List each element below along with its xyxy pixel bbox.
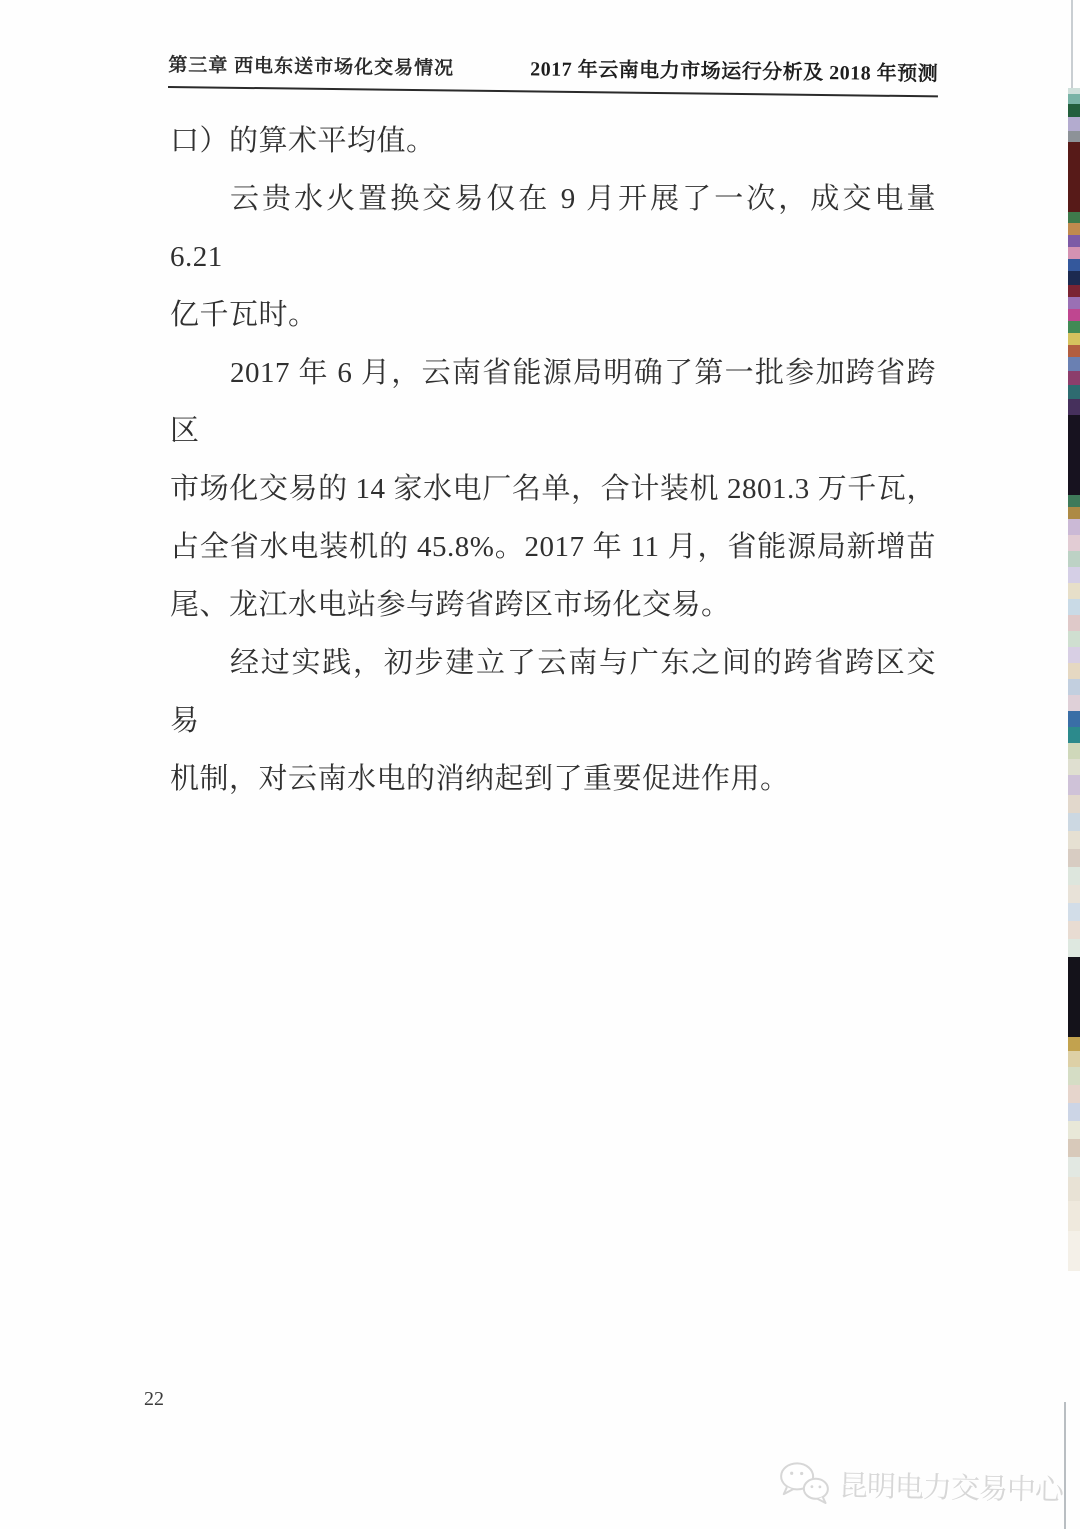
- noise-band: [1068, 1177, 1080, 1201]
- scan-edge-line-top: [1071, 0, 1073, 92]
- scan-edge-line-bottom: [1064, 1402, 1066, 1529]
- noise-band: [1068, 415, 1080, 495]
- noise-band: [1068, 599, 1080, 615]
- noise-band: [1068, 117, 1080, 131]
- noise-band: [1068, 1231, 1080, 1271]
- noise-band: [1068, 519, 1080, 535]
- noise-band: [1068, 727, 1080, 743]
- noise-band: [1068, 142, 1080, 212]
- noise-band: [1068, 795, 1080, 813]
- noise-band: [1068, 1051, 1080, 1067]
- noise-band: [1068, 345, 1080, 357]
- noise-band: [1068, 212, 1080, 223]
- noise-band: [1068, 399, 1080, 415]
- noise-band: [1068, 104, 1080, 117]
- noise-band: [1068, 551, 1080, 567]
- noise-band: [1068, 271, 1080, 285]
- noise-band: [1068, 131, 1080, 142]
- noise-band: [1068, 333, 1080, 345]
- noise-band: [1068, 647, 1080, 663]
- noise-band: [1068, 567, 1080, 583]
- text-line: 云贵水火置换交易仅在 9 月开展了一次，成交电量 6.21: [170, 183, 936, 273]
- paragraph: [170, 344, 936, 634]
- noise-band: [1068, 1067, 1080, 1085]
- noise-band: [1068, 285, 1080, 297]
- noise-band: [1068, 631, 1080, 647]
- noise-band: [1068, 957, 1080, 1037]
- noise-band: [1068, 939, 1080, 957]
- noise-band: [1068, 1157, 1080, 1177]
- noise-band: [1068, 679, 1080, 695]
- noise-band: [1068, 495, 1080, 507]
- noise-band: [1068, 1201, 1080, 1231]
- noise-band: [1068, 223, 1080, 235]
- noise-band: [1068, 371, 1080, 385]
- text-line: 市场化交易的 14 家水电厂名单，合计装机 2801.3 万千瓦，: [170, 473, 936, 505]
- noise-band: [1068, 247, 1080, 259]
- noise-band: [1068, 903, 1080, 921]
- paragraph: [170, 634, 936, 808]
- paragraph: [170, 170, 936, 344]
- page-number: 22: [144, 1388, 164, 1410]
- noise-band: [1068, 535, 1080, 551]
- noise-band: [1068, 309, 1080, 321]
- noise-band: [1068, 297, 1080, 309]
- body-text: [170, 112, 936, 808]
- noise-band: [1068, 759, 1080, 775]
- noise-band: [1068, 321, 1080, 333]
- noise-band: [1068, 743, 1080, 759]
- text-line: 口）的算术平均值。: [170, 125, 436, 157]
- noise-band: [1068, 1037, 1080, 1051]
- wechat-icon: [777, 1458, 830, 1507]
- noise-band: [1068, 711, 1080, 727]
- noise-band: [1068, 695, 1080, 711]
- noise-band: [1068, 235, 1080, 247]
- page-header: [168, 48, 938, 97]
- noise-band: [1068, 831, 1080, 849]
- scan-noise-strip: [1068, 88, 1080, 1271]
- noise-band: [1068, 1103, 1080, 1121]
- noise-band: [1068, 867, 1080, 885]
- noise-band: [1068, 1121, 1080, 1139]
- noise-band: [1068, 813, 1080, 831]
- watermark-text: 昆明电力交易中心: [838, 1469, 1064, 1507]
- noise-band: [1068, 583, 1080, 599]
- noise-band: [1068, 94, 1080, 104]
- paragraph: [170, 112, 936, 170]
- noise-band: [1068, 885, 1080, 903]
- text-line: 2017 年 6 月，云南省能源局明确了第一批参加跨省跨区: [170, 357, 936, 447]
- noise-band: [1068, 615, 1080, 631]
- noise-band: [1068, 1085, 1080, 1103]
- noise-band: [1068, 663, 1080, 679]
- noise-band: [1068, 921, 1080, 939]
- noise-band: [1068, 357, 1080, 371]
- text-line: 尾、龙江水电站参与跨省跨区市场化交易。: [170, 589, 731, 621]
- noise-band: [1068, 385, 1080, 399]
- text-line: 亿千瓦时。: [170, 299, 318, 331]
- noise-band: [1068, 259, 1080, 271]
- text-line: 占全省水电装机的 45.8%。2017 年 11 月，省能源局新增苗: [170, 531, 936, 563]
- text-line: 经过实践，初步建立了云南与广东之间的跨省跨区交易: [170, 647, 936, 737]
- noise-band: [1068, 1139, 1080, 1157]
- text-line: 机制，对云南水电的消纳起到了重要促进作用。: [170, 763, 790, 795]
- noise-band: [1068, 775, 1080, 795]
- chapter-title: 第三章 西电东送市场化交易情况: [168, 55, 455, 80]
- noise-band: [1068, 849, 1080, 867]
- publisher-watermark: [777, 1458, 1063, 1512]
- report-title: 2017 年云南电力市场运行分析及 2018 年预测: [530, 58, 939, 86]
- noise-band: [1068, 507, 1080, 519]
